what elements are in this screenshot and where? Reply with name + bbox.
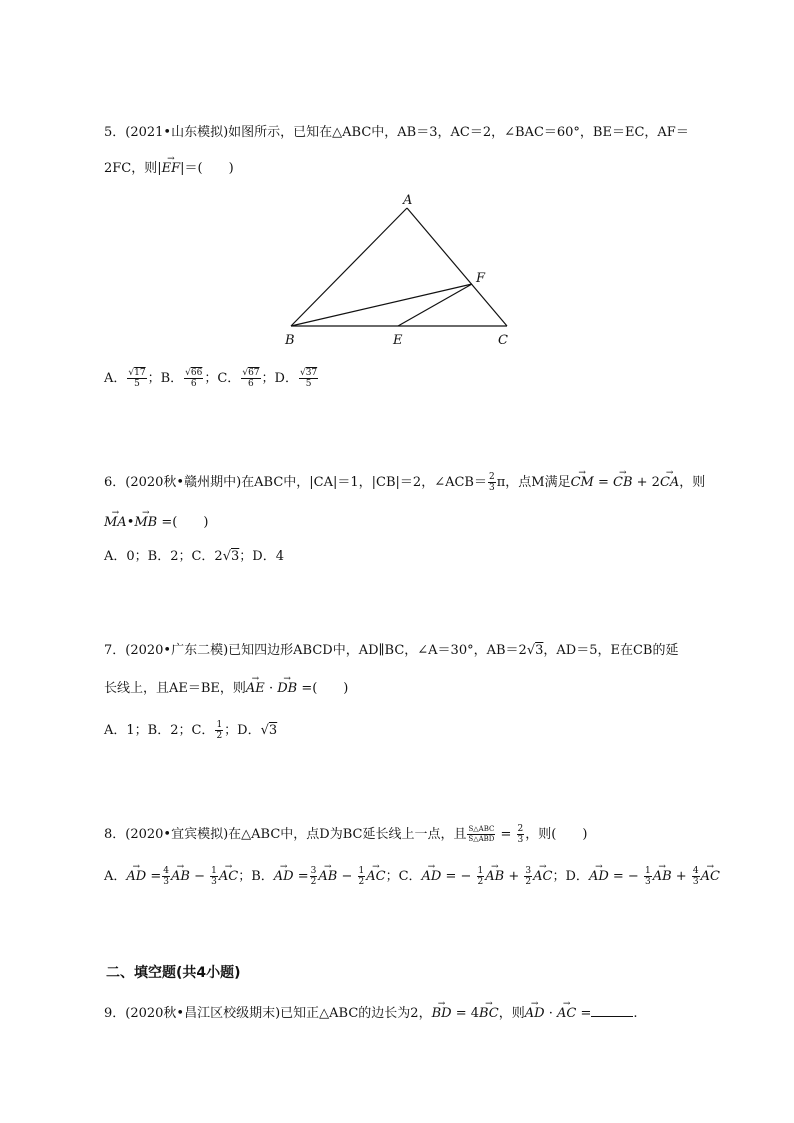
section-heading: 二、填空题(共4小题) [106, 965, 241, 981]
label-b: B [285, 333, 295, 348]
q5-line1: 5．(2021•山东模拟)如图所示，已知在△ABC中，AB＝3，AC＝2，∠BAC＝60°，BE＝EC，AF＝ [104, 125, 689, 140]
label-f: F [476, 271, 486, 286]
q7-options: A．1；B．2；C． $\frac{1}{2}$ ；D．√3 [104, 720, 278, 741]
q5-options: A． $\frac{√17}{5}$ ；B． $\frac{√66}{6}$ ；C． $\frac{√67}{6}$ ；D． $\frac{√37}{5}$ [104, 368, 318, 389]
label-c: C [498, 333, 508, 348]
vector-ef: → EF [162, 160, 181, 178]
label-e: E [393, 333, 403, 348]
q7-line1: 7．(2020•广东二模)已知四边形ABCD中，AD∥BC，∠A＝30°，AB＝2√3，AD＝5，E在CB的延 [104, 643, 679, 658]
segment-bf [291, 284, 472, 326]
segment-ac [407, 208, 507, 326]
segment-ab [291, 208, 407, 326]
q7-line2: 长线上，且AE＝BE，则→ AE · → DB =( ) [104, 680, 348, 698]
segment-ef [398, 284, 472, 326]
q6-options: A．0；B．2；C．2√3；D．4 [104, 549, 284, 564]
q5-line2: 2FC，则|→ EF|＝( ) [104, 160, 234, 178]
answer-blank[interactable] [591, 1004, 633, 1017]
q8-options: A．→ AD = $\frac{4}{3}$ → AB − $\frac{1}{3}$ → AC；B．→ AD = $\frac{3}{2}$ → AB − $\frac{1}{2}$ → AC；C．→ AD = − $\frac{1}{2}$ → AB + $\frac{3}{2}$ → AC；D．→ AD = − $\frac{1}{3}$ → AB + $\frac{4}{3}$ → AC [104, 866, 720, 887]
q6-line2: → MA•→ MB =( ) [104, 514, 208, 532]
q9-line: 9．(2020秋•昌江区校级期末)已知正△ABC的边长为2，→ BD = 4→ BC，则→ AD · → AC = . [104, 1004, 638, 1023]
q8-line1: 8．(2020•宜宾模拟)在△ABC中，点D为BC延长线上一点，且 $\frac{\text{S△ABC}}{\text{S△ABD}}$ = $\frac{2}{3}$ ，则( ) [104, 824, 588, 845]
label-a: A [403, 193, 413, 208]
q6-line1: 6．(2020秋•赣州期中)在ABC中，|CA|＝1，|CB|＝2，∠ACB＝ $\frac{2}{3}$ π，点M满足→ CM = → CB + 2→ CA，则 [104, 472, 705, 493]
